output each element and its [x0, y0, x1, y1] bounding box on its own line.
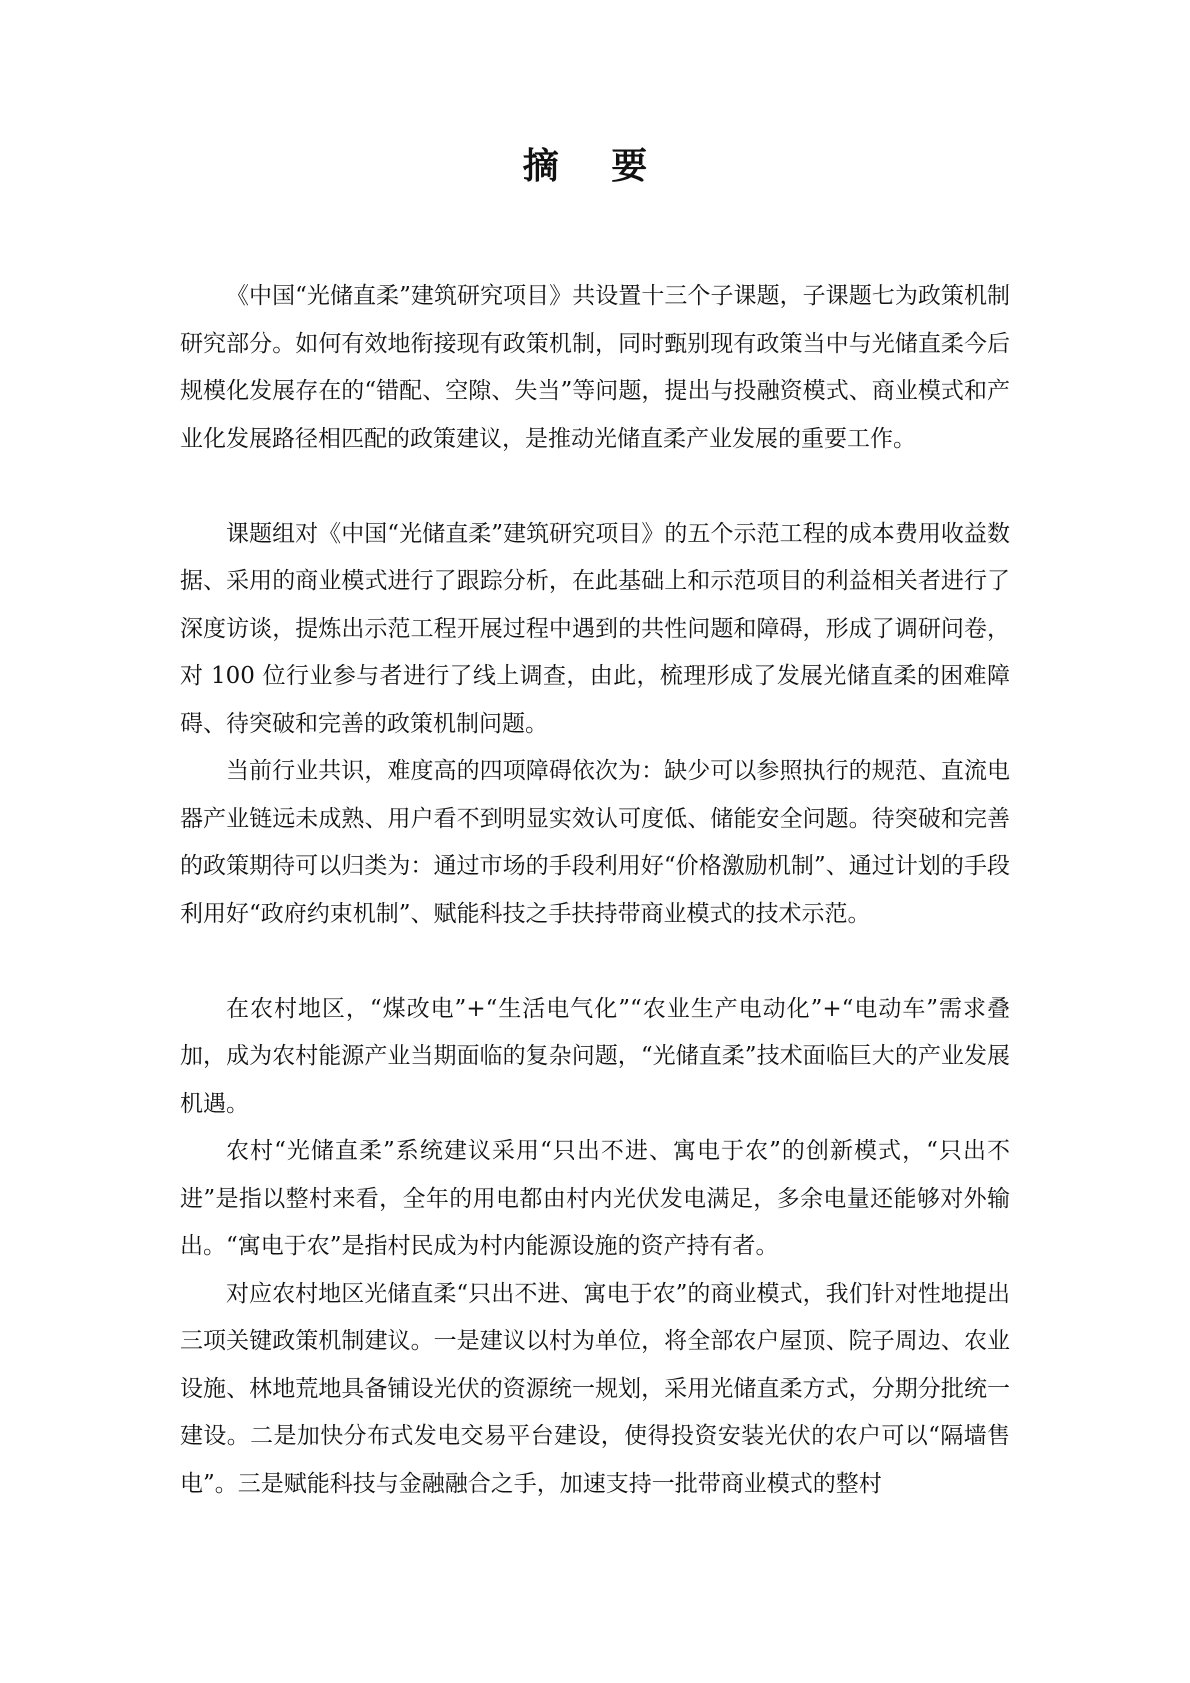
paragraph-rural-model: 农村“光储直柔”系统建议采用“只出不进、寓电于农”的创新模式，“只出不进”是指以整村来看，全年的用电都由村内光伏发电满足，多余电量还能够对外输出。“寓电于农”是指村民成为村内能源设施的资产持有者。: [180, 1138, 1010, 1259]
paragraph-research: 课题组对《中国“光储直柔”建筑研究项目》的五个示范工程的成本费用收益数据、采用的商业模式进行了跟踪分析，在此基础上和示范项目的利益相关者进行了深度访谈，提炼出示范工程开展过程中遇到的共性问题和障碍，形成了调研问卷，对 100 位行业参与者进行了线上调查，由此，梳理形成了发展光储直柔的困难障碍、待突破和完善的政策机制问题。: [180, 520, 1010, 737]
paragraph-intro: 《中国“光储直柔”建筑研究项目》共设置十三个子课题，子课题七为政策机制研究部分。如何有效地衔接现有政策机制，同时甄别现有政策当中与光储直柔今后规模化发展存在的“错配、空隙、失当”等问题，提出与投融资模式、商业模式和产业化发展路径相匹配的政策建议，是推动光储直柔产业发展的重要工作。: [180, 283, 1010, 452]
document-body: [180, 273, 1010, 1508]
paragraph-gap: [180, 938, 1010, 986]
paragraph-policy-suggestions: 对应农村地区光储直柔“只出不进、寓电于农”的商业模式，我们针对性地提出三项关键政策机制建议。一是建议以村为单位，将全部农户屋顶、院子周边、农业设施、林地荒地具备铺设光伏的资源统一规划，采用光储直柔方式，分期分批统一建设。二是加快分布式发电交易平台建设，使得投资安装光伏的农户可以“隔墙售电”。三是赋能科技与金融融合之手，加速支持一批带商业模式的整村: [180, 1280, 1010, 1497]
page-title: 摘 要: [522, 145, 668, 187]
paragraph-rural-demand: 在农村地区，“煤改电”+“生活电气化”“农业生产电动化”+“电动车”需求叠加，成为农村能源产业当期面临的复杂问题，“光储直柔”技术面临巨大的产业发展机遇。: [180, 995, 1010, 1117]
paragraph-consensus: 当前行业共识，难度高的四项障碍依次为：缺少可以参照执行的规范、直流电器产业链远未成熟、用户看不到明显实效认可度低、储能安全问题。待突破和完善的政策期待可以归类为：通过市场的手段利用好“价格激励机制”、通过计划的手段利用好“政府约束机制”、赋能科技之手扶持带商业模式的技术示范。: [180, 758, 1010, 927]
paragraph-gap: [180, 463, 1010, 511]
